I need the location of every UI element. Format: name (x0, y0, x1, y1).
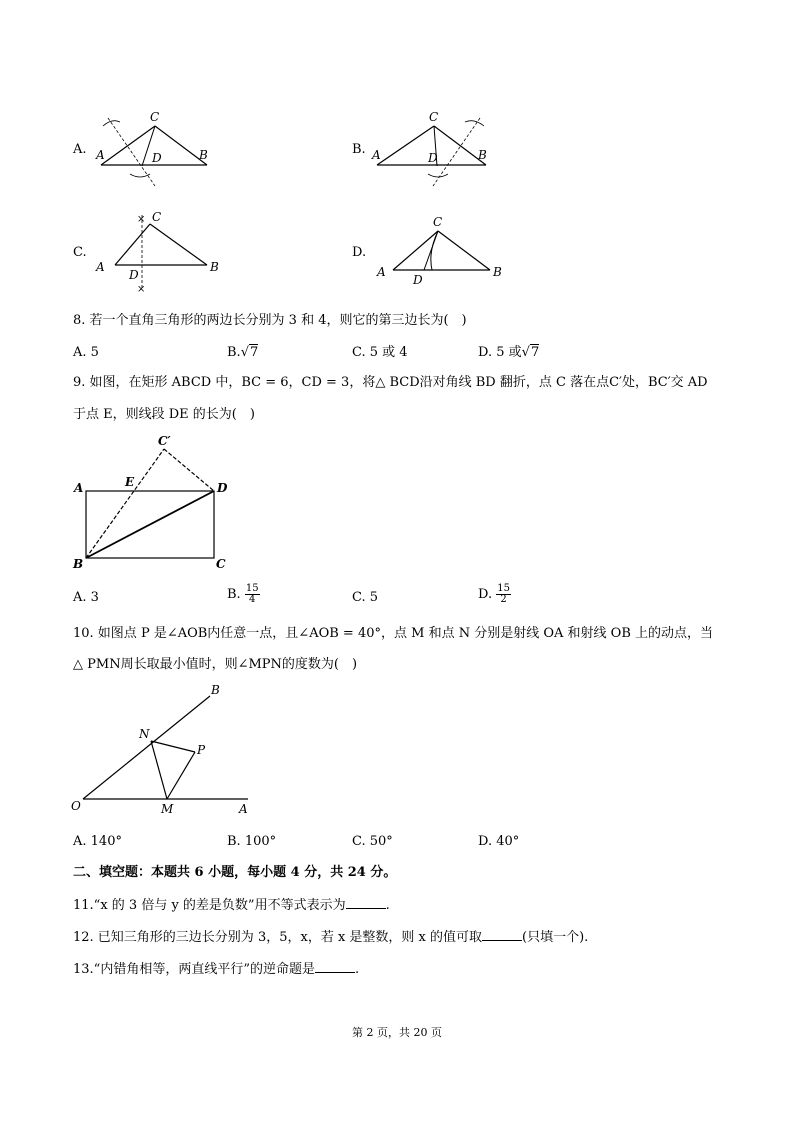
q9-stem-line1: 9. 如图，在矩形 ABCD 中，BC = 6，CD = 3，将△ BCD沿对角线 BD 翻折，点 C 落在点C′处，BC′交 AD (73, 375, 708, 390)
q7d-label-a: A (377, 265, 386, 279)
q7b-label-a: A (372, 148, 381, 162)
q11-answer-blank[interactable] (346, 896, 386, 909)
q9-option-d-prefix: D. (478, 587, 493, 602)
q10-stem-line1: 10. 如图点 P 是∠AOB内任意一点，且∠AOB = 40°，点 M 和点 N 分别是射线 OA 和射线 OB 上的动点，当 (73, 626, 714, 641)
q9-label-cprime: C′ (158, 434, 171, 448)
q7a-label-a: A (96, 148, 105, 162)
section-heading-fill-in: 二、填空题：本题共 6 小题，每小题 4 分，共 24 分。 (73, 865, 397, 880)
q7d-label-c: C (433, 215, 443, 229)
q10-option-b: B. 100° (227, 834, 277, 849)
svg-text:×: × (137, 214, 146, 225)
q10-label-o: O (71, 799, 81, 813)
q12-end: (只填一个). (522, 930, 589, 945)
q13-text: 13.“内错角相等，两直线平行”的逆命题是 (73, 962, 315, 977)
q9-option-d-numerator: 15 (497, 583, 510, 594)
page-footer: 第 2 页，共 20 页 (352, 1026, 442, 1039)
q7d-label-b: B (493, 265, 502, 279)
q10-option-a: A. 140° (73, 834, 122, 849)
q8-text: 若一个直角三角形的两边长分别为 3 和 4，则它的第三边长为( ) (89, 313, 467, 328)
q7c-label-a: A (96, 260, 105, 274)
svg-text:×: × (137, 284, 146, 295)
q7a-label-b: B (199, 148, 208, 162)
q7c-label-b: B (210, 260, 219, 274)
q8-number: 8. (73, 313, 86, 328)
q10-label-p: P (197, 743, 206, 757)
q9-label-a: A (74, 481, 84, 495)
q9-label-d: D (217, 481, 228, 495)
q10-option-c: C. 50° (352, 834, 393, 849)
q7-option-d-label: D. (352, 245, 367, 260)
q13-answer-blank[interactable] (315, 960, 355, 973)
q13-end: . (354, 962, 360, 977)
q11 (73, 896, 390, 912)
q7a-label-d: D (152, 151, 162, 165)
q8-option-a: A. 5 (73, 345, 99, 360)
q10-label-a: A (239, 802, 248, 816)
q7c-label-c: C (152, 210, 162, 224)
q9-option-a: A. 3 (73, 590, 99, 605)
q9-option-b-prefix: B. (227, 587, 241, 602)
q7b-label-d: D (428, 151, 438, 165)
q9-label-e: E (125, 475, 135, 489)
q10-option-d: D. 40° (478, 834, 520, 849)
q7b-label-c: C (429, 110, 439, 124)
q11-end: . (385, 898, 390, 913)
q9-option-b-denominator: 4 (249, 594, 256, 605)
q11-text: 11.“x 的 3 倍与 y 的差是负数”用不等式表示为 (73, 898, 346, 913)
q8-option-c: C. 5 或 4 (352, 345, 408, 360)
q8-option-b: B.√7 (227, 345, 259, 360)
q8-option-b-prefix: B. (227, 345, 241, 360)
q7d-label-d: D (413, 273, 423, 287)
q9-option-c: C. 5 (352, 590, 379, 605)
q7b-label-b: B (478, 148, 487, 162)
q8-option-d: D. 5 或√7 (478, 345, 540, 360)
q8-option-d-radicand: 7 (530, 345, 540, 360)
q9-stem-line2: 于点 E，则线段 DE 的长为( ) (73, 407, 255, 422)
q10-label-m: M (161, 802, 174, 816)
q7-option-a-label: A. (73, 142, 87, 157)
q8-option-d-prefix: D. 5 或 (478, 345, 522, 360)
q7-option-c-label: C. (73, 245, 87, 260)
q9-label-c: C (216, 557, 226, 571)
q10-stem-line2: △ PMN周长取最小值时，则∠MPN的度数为( ) (73, 657, 358, 672)
q12 (73, 928, 588, 944)
q13 (73, 960, 359, 976)
q7a-label-c: C (150, 110, 160, 124)
q7-option-b-label: B. (352, 142, 366, 157)
q9-label-b: B (73, 557, 84, 571)
q10-label-b: B (211, 683, 220, 697)
q12-text: 12. 已知三角形的三边长分别为 3，5，x，若 x 是整数，则 x 的值可取 (73, 930, 483, 945)
q12-answer-blank[interactable] (482, 928, 522, 941)
q9-option-d-denominator: 2 (500, 594, 507, 605)
q7c-label-d: D (129, 268, 139, 282)
q9-option-b-numerator: 15 (245, 583, 259, 594)
q10-label-n: N (139, 727, 150, 741)
q8-option-b-radicand: 7 (249, 345, 259, 360)
